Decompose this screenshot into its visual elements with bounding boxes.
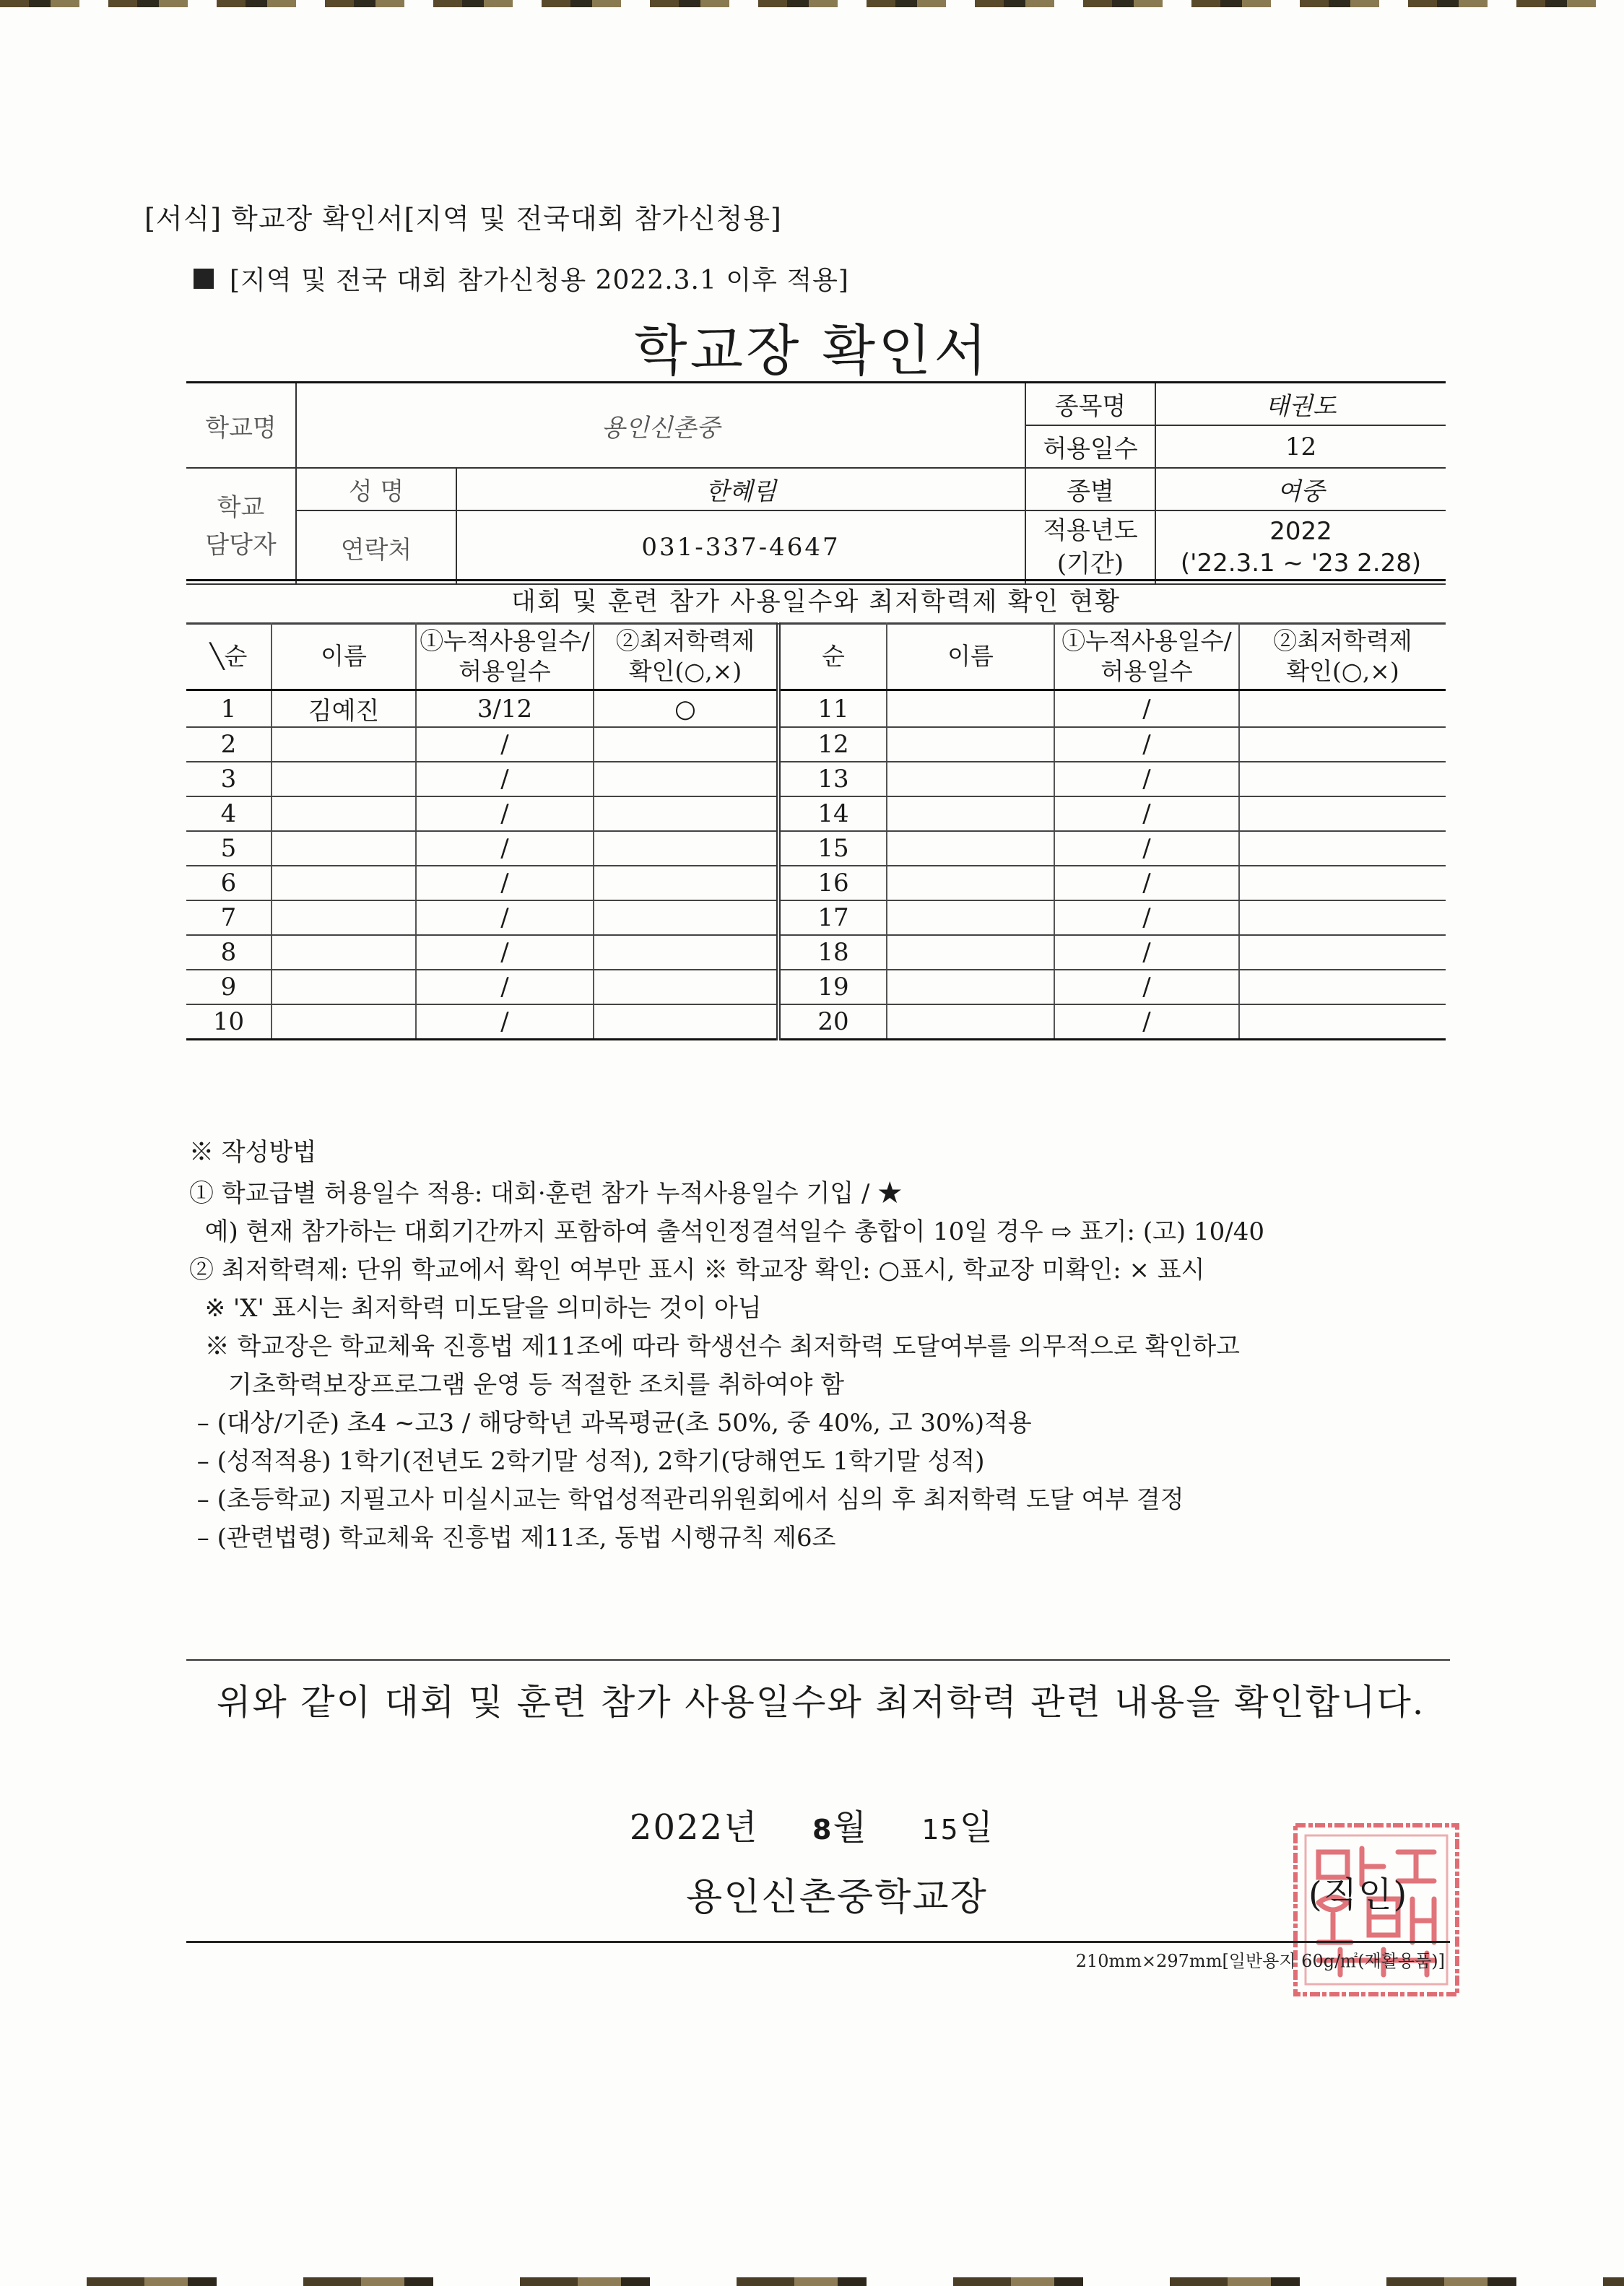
- seal-label: (직인): [1308, 1874, 1409, 1915]
- allowed-days-label: 허용일수: [1025, 425, 1155, 468]
- row-no: 3: [186, 762, 272, 796]
- table-row: [186, 690, 1446, 728]
- row-no: 8: [186, 935, 272, 970]
- row-days: /: [416, 762, 594, 796]
- sub-header: [지역 및 전국 대회 참가신청용 2022.3.1 이후 적용]: [230, 266, 849, 295]
- row-no: 10: [186, 1004, 272, 1040]
- year-value-line1: 2022: [1269, 517, 1332, 546]
- date-year: 2022년: [629, 1807, 759, 1848]
- row-days: /: [1054, 690, 1239, 728]
- row-name: [272, 727, 416, 762]
- event-label: 종목명: [1025, 383, 1155, 426]
- row-days: /: [1054, 970, 1239, 1004]
- row-check: [1239, 935, 1446, 970]
- row-name: [887, 690, 1054, 728]
- row-no: 13: [778, 762, 887, 796]
- row-days: /: [1054, 727, 1239, 762]
- row-check: [1239, 1004, 1446, 1040]
- row-name: [887, 831, 1054, 866]
- row-check: [594, 762, 778, 796]
- table-row: [186, 1004, 1446, 1040]
- table-row: [186, 727, 1446, 762]
- row-name: [887, 900, 1054, 935]
- name-value: 한혜림: [456, 468, 1025, 510]
- diagonal-mark-icon: ╲: [209, 642, 225, 670]
- scan-edge-top: [0, 0, 1624, 7]
- row-no: 4: [186, 796, 272, 831]
- table-row: [186, 796, 1446, 831]
- row-days: /: [1054, 831, 1239, 866]
- divider: [186, 1659, 1450, 1661]
- row-name: [272, 970, 416, 1004]
- table-row: [186, 900, 1446, 935]
- row-days: /: [1054, 762, 1239, 796]
- col-days-left: ①누적사용일수/ 허용일수: [416, 623, 594, 690]
- row-no: 12: [778, 727, 887, 762]
- row-no: 17: [778, 900, 887, 935]
- row-no: 5: [186, 831, 272, 866]
- instruction-line: ※ 'X' 표시는 최저학력 미도달을 의미하는 것이 아님: [189, 1294, 762, 1323]
- year-label-line2: (기간): [1056, 549, 1124, 578]
- row-name: [272, 762, 416, 796]
- row-check: [594, 900, 778, 935]
- row-check: [594, 935, 778, 970]
- row-days: /: [1054, 900, 1239, 935]
- year-label: [1025, 510, 1155, 584]
- contact-label: 연락처: [296, 510, 456, 584]
- row-days: /: [416, 866, 594, 900]
- instruction-line: ① 학교급별 허용일수 적용: 대회·훈련 참가 누적사용일수 기입 / ★: [189, 1179, 903, 1208]
- year-label-line1: 적용년도: [1043, 516, 1138, 545]
- row-check: [1239, 762, 1446, 796]
- col-days-right: ①누적사용일수/ 허용일수: [1054, 623, 1239, 690]
- instruction-line: ② 최저학력제: 단위 학교에서 확인 여부만 표시 ※ 학교장 확인: ○표시, 학교장 미확인: × 표시: [189, 1256, 1205, 1285]
- date-day-unit: 일: [959, 1807, 995, 1848]
- date-month: 8: [812, 1814, 833, 1846]
- row-name: [887, 970, 1054, 1004]
- allowed-days-value: 12: [1155, 425, 1446, 468]
- row-no: 9: [186, 970, 272, 1004]
- row-no: 20: [778, 1004, 887, 1040]
- row-check: [594, 831, 778, 866]
- instruction-line: – (대상/기준) 초4 ~고3 / 해당학년 과목평균(초 50%, 중 40%, 고 30%)적용: [189, 1409, 1032, 1438]
- row-no: 7: [186, 900, 272, 935]
- row-check: [594, 1004, 778, 1040]
- instruction-line: 예) 현재 참가하는 대회기간까지 포함하여 출석인정결석일수 총합이 10일 경우 ⇨ 표기: (고) 10/40: [189, 1217, 1264, 1246]
- row-name: [887, 796, 1054, 831]
- scan-edge-bottom: [0, 2277, 1624, 2286]
- row-no: 11: [778, 690, 887, 728]
- row-days: /: [1054, 1004, 1239, 1040]
- manager-label-line1: 학교: [217, 492, 265, 522]
- col-name-right: 이름: [887, 623, 1054, 690]
- date-day: 15: [921, 1814, 960, 1846]
- row-days: /: [416, 1004, 594, 1040]
- row-days: /: [416, 970, 594, 1004]
- year-value: [1155, 510, 1446, 584]
- row-days: /: [416, 831, 594, 866]
- row-check: [1239, 690, 1446, 728]
- category-value: 여중: [1155, 468, 1446, 510]
- row-name: [272, 900, 416, 935]
- row-check: [594, 970, 778, 1004]
- instruction-line: – (관련법령) 학교체육 진흥법 제11조, 동법 시행규칙 제6조: [189, 1524, 836, 1552]
- row-check: [594, 727, 778, 762]
- instruction-line: – (초등학교) 지필고사 미실시교는 학업성적관리위원회에서 심의 후 최저학력 도달 여부 결정: [189, 1485, 1184, 1514]
- row-check: [594, 796, 778, 831]
- event-value: 태권도: [1155, 383, 1446, 426]
- year-value-line2: ('22.3.1 ~ '23 2.28): [1180, 549, 1422, 578]
- table-row: [186, 762, 1446, 796]
- row-name: [272, 796, 416, 831]
- row-name: [887, 935, 1054, 970]
- row-check: [1239, 866, 1446, 900]
- row-days: /: [1054, 935, 1239, 970]
- instructions: [189, 1134, 1460, 1557]
- footer-divider: [186, 1941, 1450, 1943]
- row-name: [272, 866, 416, 900]
- row-no: 14: [778, 796, 887, 831]
- col-order-left: ╲순: [186, 623, 272, 690]
- row-no: 2: [186, 727, 272, 762]
- principal-name: 용인신촌중학교장: [686, 1876, 988, 1919]
- row-days: /: [416, 935, 594, 970]
- row-name: [887, 762, 1054, 796]
- table-title: 대회 및 훈련 참가 사용일수와 최저학력제 확인 현황: [186, 579, 1446, 625]
- row-name: [272, 1004, 416, 1040]
- row-no: 19: [778, 970, 887, 1004]
- confirmation-text: 위와 같이 대회 및 훈련 참가 사용일수와 최저학력 관련 내용을 확인합니다.: [217, 1682, 1425, 1723]
- col-grade-left: ②최저학력제 확인(○,×): [594, 623, 778, 690]
- row-days: /: [416, 900, 594, 935]
- col-order-right: 순: [778, 623, 887, 690]
- row-name: [272, 935, 416, 970]
- school-value: 용인신촌중: [296, 383, 1025, 469]
- row-check: [1239, 970, 1446, 1004]
- instructions-heading: ※ 작성방법: [189, 1138, 317, 1167]
- school-label: 학교명: [186, 383, 296, 469]
- table-row: [186, 866, 1446, 900]
- row-no: 1: [186, 690, 272, 728]
- row-days: /: [416, 727, 594, 762]
- row-days: /: [1054, 796, 1239, 831]
- row-check: [1239, 900, 1446, 935]
- instruction-line: 기초학력보장프로그램 운영 등 적절한 조치를 취하여야 함: [189, 1370, 845, 1399]
- form-header: [서식] 학교장 확인서[지역 및 전국대회 참가신청용]: [144, 203, 782, 235]
- row-check: [1239, 727, 1446, 762]
- row-name: [272, 831, 416, 866]
- row-days: 3/12: [416, 690, 594, 728]
- row-name: 김예진: [272, 690, 416, 728]
- row-no: 6: [186, 866, 272, 900]
- row-name: [887, 1004, 1054, 1040]
- row-check: [1239, 796, 1446, 831]
- row-name: [887, 866, 1054, 900]
- name-label: 성 명: [296, 468, 456, 510]
- page-title: 학교장 확인서: [634, 318, 990, 383]
- date-month-unit: 월: [833, 1807, 868, 1848]
- table-row: [186, 831, 1446, 866]
- row-name: [887, 727, 1054, 762]
- row-no: 16: [778, 866, 887, 900]
- manager-label: [186, 468, 296, 584]
- table-row: [186, 935, 1446, 970]
- square-bullet-icon: [194, 269, 214, 289]
- instruction-line: ※ 학교장은 학교체육 진흥법 제11조에 따라 학생선수 최저학력 도달여부를 의무적으로 확인하고: [189, 1332, 1241, 1361]
- row-check: [594, 866, 778, 900]
- paper-spec: 210mm×297mm[일반용지 60g/㎡(재활용품)]: [1075, 1951, 1445, 1971]
- col-grade-right: ②최저학력제 확인(○,×): [1239, 623, 1446, 690]
- row-check: ○: [594, 690, 778, 728]
- table-row: [186, 970, 1446, 1004]
- row-check: [1239, 831, 1446, 866]
- row-days: /: [1054, 866, 1239, 900]
- row-days: /: [416, 796, 594, 831]
- col-name-left: 이름: [272, 623, 416, 690]
- instruction-line: – (성적적용) 1학기(전년도 2학기말 성적), 2학기(당해연도 1학기말 성적): [189, 1447, 985, 1476]
- manager-label-line2: 담당자: [205, 530, 277, 560]
- row-no: 15: [778, 831, 887, 866]
- participation-table: [186, 622, 1446, 1040]
- category-label: 종별: [1025, 468, 1155, 510]
- info-table: [186, 381, 1446, 585]
- contact-value: 031-337-4647: [456, 510, 1025, 584]
- row-no: 18: [778, 935, 887, 970]
